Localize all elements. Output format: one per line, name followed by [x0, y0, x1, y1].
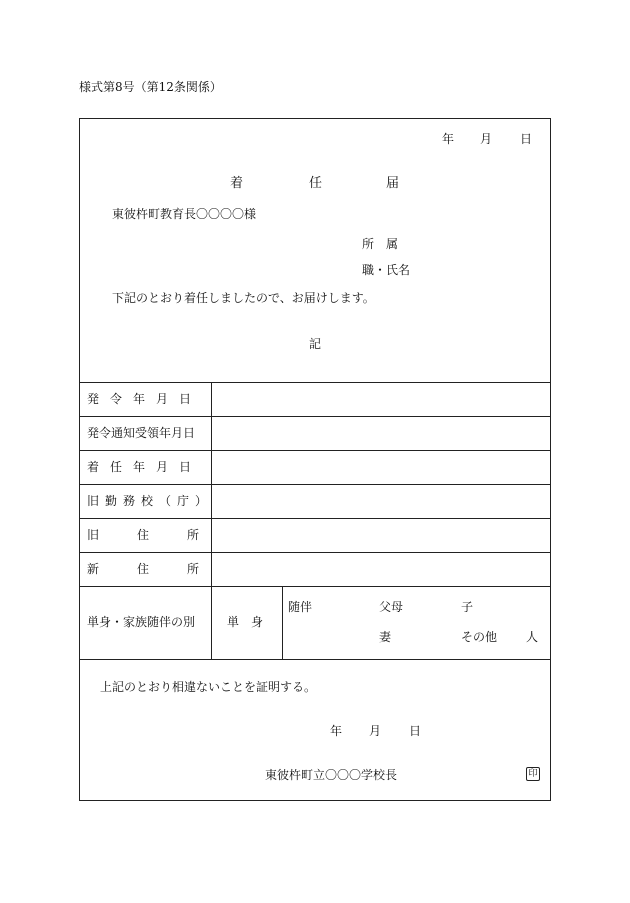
- row-label-notice-received-date: 発令通知受領年月日: [87, 426, 196, 440]
- row-label-former-school: 旧勤務校（庁）: [87, 494, 214, 508]
- notice-received-date-field[interactable]: [220, 427, 540, 441]
- name-label: 職・氏名: [362, 263, 411, 277]
- arrival-date-field[interactable]: [220, 461, 540, 475]
- others-option[interactable]: その他: [461, 630, 498, 644]
- table-line-4: [80, 518, 550, 519]
- ki-mark: 記: [309, 337, 322, 351]
- table-top-line: [80, 382, 550, 383]
- title-char-2: 任: [309, 176, 323, 191]
- child-option[interactable]: 子: [461, 600, 474, 614]
- title-char-3: 届: [386, 176, 400, 191]
- certification-date-day: 日: [409, 724, 422, 738]
- appointment-date-field[interactable]: [220, 393, 540, 407]
- form-number-label: 様式第8号（第12条関係）: [79, 80, 222, 94]
- addressee: 東彼杵町教育長〇〇〇〇様: [112, 207, 257, 221]
- title-char-1: 着: [230, 176, 244, 191]
- principal-title: 東彼杵町立〇〇〇学校長: [265, 768, 398, 782]
- table-line-3: [80, 484, 550, 485]
- certification-statement: 上記のとおり相違ないことを証明する。: [100, 680, 317, 694]
- row-label-former-address: 旧住所: [87, 528, 238, 542]
- table-line-5: [80, 552, 550, 553]
- accompany-label: 随伴: [288, 600, 313, 614]
- row-label-appointment-date: [87, 393, 203, 405]
- table-line-2: [80, 450, 550, 451]
- notice-date-month: 月: [480, 132, 493, 146]
- notice-date-day: 日: [520, 132, 533, 146]
- new-address-field[interactable]: [220, 563, 540, 577]
- single-option[interactable]: 単 身: [227, 615, 264, 629]
- label-column-divider: [211, 382, 212, 659]
- notice-statement: 下記のとおり着任しましたので、お届けします。: [112, 291, 375, 305]
- affiliation-label: 所 属: [362, 237, 399, 251]
- row-label-arrival-date: 着任年月日: [87, 460, 203, 474]
- certification-date-month: 月: [369, 724, 382, 738]
- persons-unit: 人: [526, 630, 539, 644]
- table-line-1: [80, 416, 550, 417]
- spouse-option[interactable]: 妻: [379, 630, 392, 644]
- appointment-date-label: 発令年月日: [87, 392, 203, 406]
- table-bottom-line: [80, 659, 550, 660]
- former-school-field[interactable]: [220, 495, 540, 509]
- seal-mark: 印: [526, 767, 540, 781]
- row-label-new-address: 新住所: [87, 562, 238, 576]
- notice-form: [79, 118, 551, 801]
- table-line-6: [80, 586, 550, 587]
- notice-date-year: 年: [442, 132, 455, 146]
- certification-date-year: 年: [330, 724, 343, 738]
- family-status-label: 単身・家族随伴の別: [87, 615, 196, 629]
- former-address-field[interactable]: [220, 529, 540, 543]
- parents-option[interactable]: 父母: [379, 600, 404, 614]
- single-column-divider: [282, 586, 283, 659]
